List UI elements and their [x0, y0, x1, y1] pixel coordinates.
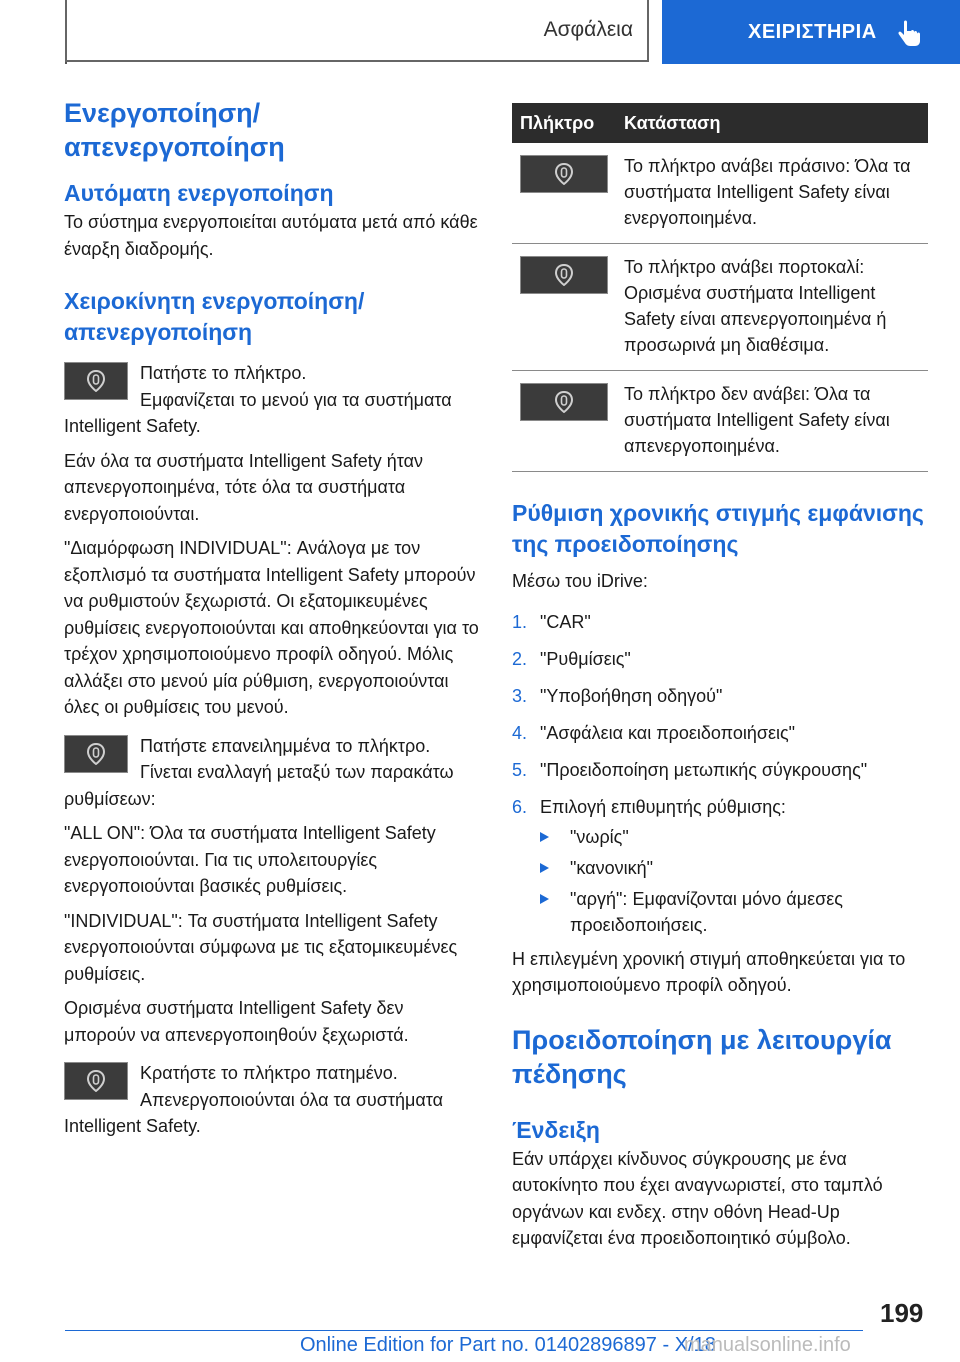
toggle-settings-text: Γίνεται εναλλαγή μεταξύ των παρακάτω ρυθμίσεων:	[64, 762, 454, 809]
footer-rule	[65, 1330, 863, 1331]
left-column	[64, 96, 480, 1140]
table-header-key: Πλήκτρο	[512, 103, 616, 143]
list-item: 3. "Υποβοήθηση οδηγού"	[512, 685, 723, 706]
section-header	[65, 0, 649, 62]
cannot-deactivate-text: Ορισμένα συστήματα Intelligent Safety δεν μπορούν να απενεργοποιηθούν ξεχωριστά.	[64, 998, 409, 1045]
key-cell	[512, 371, 616, 472]
triangle-bullet-icon	[540, 894, 549, 904]
manual-activation-heading: Χειροκίνητη ενεργοποίηση/απενεργοποίηση	[64, 288, 365, 345]
intelligent-safety-icon	[86, 1070, 106, 1092]
table-header-state: Κατάσταση	[616, 103, 928, 143]
key-cell	[512, 244, 616, 371]
list-item: "νωρίς"	[512, 824, 928, 850]
menu-appears-text: Εμφανίζεται το μενού για τα συστήματα Intelligent Safety.	[64, 389, 452, 436]
warning-timing-heading: Ρύθμιση χρονικής στιγμής εμφάνισης της προειδοποίησης	[512, 500, 924, 557]
settings-steps	[512, 609, 928, 820]
section-heading: Ενεργοποίηση/απενεργοποίηση	[64, 98, 285, 162]
press-once-text: Πατήστε το πλήκτρο.	[140, 363, 307, 383]
press-repeat-text: Πατήστε επανειλημμένα το πλήκτρο.	[140, 735, 431, 756]
intelligent-safety-icon	[86, 743, 106, 765]
list-item: "αργή": Εμφανίζονται μόνο άμεσες προειδοποιήσεις.	[512, 886, 928, 938]
press-hold-text: Κρατήστε το πλήκτρο πατημένο.	[140, 1063, 398, 1083]
auto-activation-heading: Αυτόματη ενεργοποίηση	[64, 180, 334, 206]
intelligent-safety-key	[64, 1062, 128, 1100]
list-item: 5. "Προειδοποίηση μετωπικής σύγκρουσης"	[512, 759, 868, 780]
state-cell: Το πλήκτρο ανάβει πράσινο: Όλα τα συστήματα Intelligent Safety είναι ενεργοποιημένα.	[616, 143, 928, 244]
section-title: Ασφάλεια	[543, 18, 633, 41]
intelligent-safety-key	[520, 256, 608, 294]
table-row	[512, 371, 928, 472]
intelligent-safety-icon	[554, 163, 574, 185]
saved-note-text: Η επιλεγμένη χρονική στιγμή αποθηκεύεται για το χρησιμοποιούμενο προφίλ οδηγού.	[512, 948, 906, 995]
chapter-tab-label: ΧΕΙΡΙΣΤΗΡΙΑ	[748, 20, 877, 43]
intelligent-safety-key	[64, 362, 128, 400]
page-number: 199	[880, 1298, 924, 1328]
timing-options	[512, 824, 928, 938]
via-idrive-text: Μέσω του iDrive:	[512, 571, 648, 591]
press-once-instruction	[64, 360, 480, 440]
intelligent-safety-icon	[86, 370, 106, 392]
intelligent-safety-key	[520, 383, 608, 421]
edition-footer: Online Edition for Part no. 01402896897 - X/18	[300, 1334, 716, 1356]
press-repeat-instruction	[64, 733, 480, 813]
intelligent-safety-key	[520, 155, 608, 193]
individual-text: "INDIVIDUAL": Τα συστήματα Intelligent Safety ενεργοποιούνται σύμφωνα με τις εξατομικευμένες ρυθμίσεις.	[64, 910, 458, 984]
indication-heading: Ένδειξη	[512, 1116, 600, 1143]
chapter-tab[interactable]	[662, 0, 960, 64]
state-cell: Το πλήκτρο δεν ανάβει: Όλα τα συστήματα Intelligent Safety είναι απενεργοποιημένα.	[616, 371, 928, 472]
state-cell: Το πλήκτρο ανάβει πορτοκαλί: Ορισμένα συστήματα Intelligent Safety είναι απενεργοποιημένα ή προσωρινά μη διαθέσιμα.	[616, 244, 928, 371]
hand-pointer-icon	[896, 20, 922, 48]
intelligent-safety-key	[64, 735, 128, 773]
list-item: "κανονική"	[512, 855, 928, 881]
triangle-bullet-icon	[540, 863, 549, 873]
right-column	[512, 96, 928, 1252]
intelligent-safety-icon	[554, 391, 574, 413]
list-item: 2. "Ρυθμίσεις"	[512, 648, 631, 669]
all-deactivated-text: Απενεργοποιούνται όλα τα συστήματα Intelligent Safety.	[64, 1089, 444, 1136]
watermark: manualsonline.info	[684, 1334, 851, 1356]
auto-activation-text: Το σύστημα ενεργοποιείται αυτόματα μετά από κάθε έναρξη διαδρομής.	[64, 212, 478, 259]
all-activated-text: Εάν όλα τα συστήματα Intelligent Safety ήταν απενεργοποιημένα, τότε όλα τα συστήματα ενεργοποιούνται.	[64, 450, 424, 524]
table-header-row	[512, 103, 928, 143]
key-status-table	[512, 103, 928, 472]
list-item: 1. "CAR"	[512, 611, 591, 632]
indication-text: Εάν υπάρχει κίνδυνος σύγκρουσης με ένα αυτοκίνητο που έχει αναγνωριστεί, στο ταμπλό οργάνων και ενδεχ. στην οθόνη Head-Up εμφανίζεται ένα προειδοποιητικό σύμβολο.	[512, 1148, 883, 1248]
triangle-bullet-icon	[540, 832, 549, 842]
brake-warning-heading: Προειδοποίηση με λειτουργία πέδησης	[512, 1024, 892, 1089]
table-row	[512, 143, 928, 244]
press-hold-instruction	[64, 1060, 480, 1140]
individual-config-text: "Διαμόρφωση INDIVIDUAL": Ανάλογα με τον εξοπλισμό τα συστήματα Intelligent Safety μπορούν να ρυθμιστούν ξεχωριστά. Οι εξατομικευμένες ρυθμίσεις ενεργοποιούνται και αποθηκεύονται για το τρέχον χρησιμοποιούμενο προφίλ οδηγού. Μόλις αλλάξει στο μενού μία ρύθμιση, ενεργοποιούνται όλες οι ρυθμίσεις του μενού.	[64, 538, 479, 717]
list-item: 6. Επιλογή επιθυμητής ρύθμισης:	[512, 796, 786, 817]
intelligent-safety-icon	[554, 264, 574, 286]
list-item: 4. "Ασφάλεια και προειδοποιήσεις"	[512, 722, 796, 743]
all-on-text: "ALL ON": Όλα τα συστήματα Intelligent Safety ενεργοποιούνται. Για τις υπολειτουργίες ενεργοποιούνται βασικές ρυθμίσεις.	[64, 823, 436, 896]
key-cell	[512, 143, 616, 244]
table-row	[512, 244, 928, 371]
